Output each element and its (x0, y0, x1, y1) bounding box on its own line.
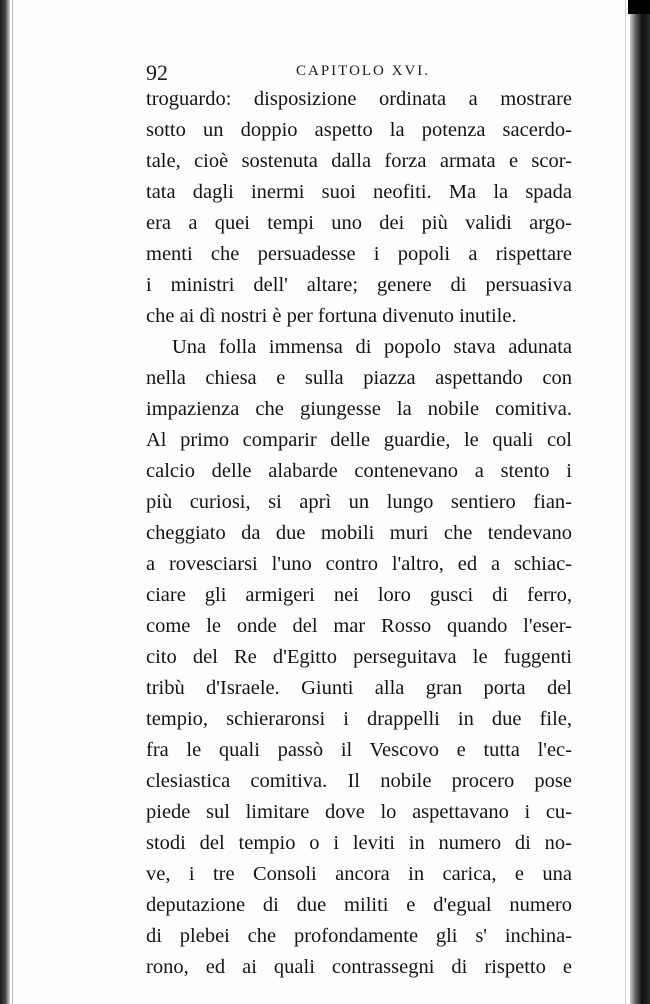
text-line: piede sul limitare dove lo aspettavano i cu- (146, 801, 572, 823)
text-line: Una folla immensa di popolo stava adunata (172, 336, 572, 358)
text-line: fra le quali passò il Vescovo e tutta l'ec- (146, 739, 572, 761)
text-line: troguardo: disposizione ordinata a mostrare (146, 88, 572, 110)
text-line: cito del Re d'Egitto perseguitava le fuggenti (146, 646, 572, 668)
text-line: tempio, schieraronsi i drappelli in due file, (146, 708, 572, 730)
text-line: come le onde del mar Rosso quando l'eser- (146, 615, 572, 637)
text-line: clesiastica comitiva. Il nobile procero pose (146, 770, 572, 792)
text-line: tribù d'Israele. Giunti alla gran porta del (146, 677, 572, 699)
text-line: era a quei tempi uno dei più validi argo- (146, 212, 572, 234)
text-line: tale, cioè sostenuta dalla forza armata e scor- (146, 150, 572, 172)
right-corner-shadow (628, 0, 650, 14)
right-margin-line (625, 0, 626, 1004)
page-number: 92 (146, 60, 168, 85)
text-line: di plebei che profondamente gli s' inchina- (146, 925, 572, 947)
left-binding-edge (0, 0, 10, 1004)
running-head (146, 60, 574, 84)
text-line: deputazione di due militi e d'egual numero (146, 894, 572, 916)
text-line: nella chiesa e sulla piazza aspettando con (146, 367, 572, 389)
left-margin-line (12, 0, 13, 1004)
text-line: impazienza che giungesse la nobile comitiva. (146, 398, 572, 420)
text-line: calcio delle alabarde contenevano a stento i (146, 460, 572, 482)
text-line: più curiosi, si aprì un lungo sentiero fian- (146, 491, 572, 513)
text-line: tata dagli inermi suoi neofiti. Ma la spada (146, 181, 572, 203)
body-text (146, 84, 572, 983)
text-line: cheggiato da due mobili muri che tendevano (146, 522, 572, 544)
text-line: ve, i tre Consoli ancora in carica, e una (146, 863, 572, 885)
text-line: stodi del tempio o i leviti in numero di no- (146, 832, 572, 854)
text-line: che ai dì nostri è per fortuna divenuto inutile. (146, 305, 517, 327)
text-line: i ministri dell' altare; genere di persuasiva (146, 274, 572, 296)
text-line: menti che persuadesse i popoli a rispettare (146, 243, 572, 265)
right-page-edge (630, 0, 650, 1004)
text-line: a rovesciarsi l'uno contro l'altro, ed a schiac- (146, 553, 572, 575)
text-line: Al primo comparir delle guardie, le quali col (146, 429, 572, 451)
text-line: ciare gli armigeri nei loro gusci di ferro, (146, 584, 572, 606)
text-line: rono, ed ai quali contrassegni di rispetto e (146, 956, 572, 978)
chapter-title: CAPITOLO XVI. (296, 63, 431, 79)
text-line: sotto un doppio aspetto la potenza sacerdo- (146, 119, 572, 141)
